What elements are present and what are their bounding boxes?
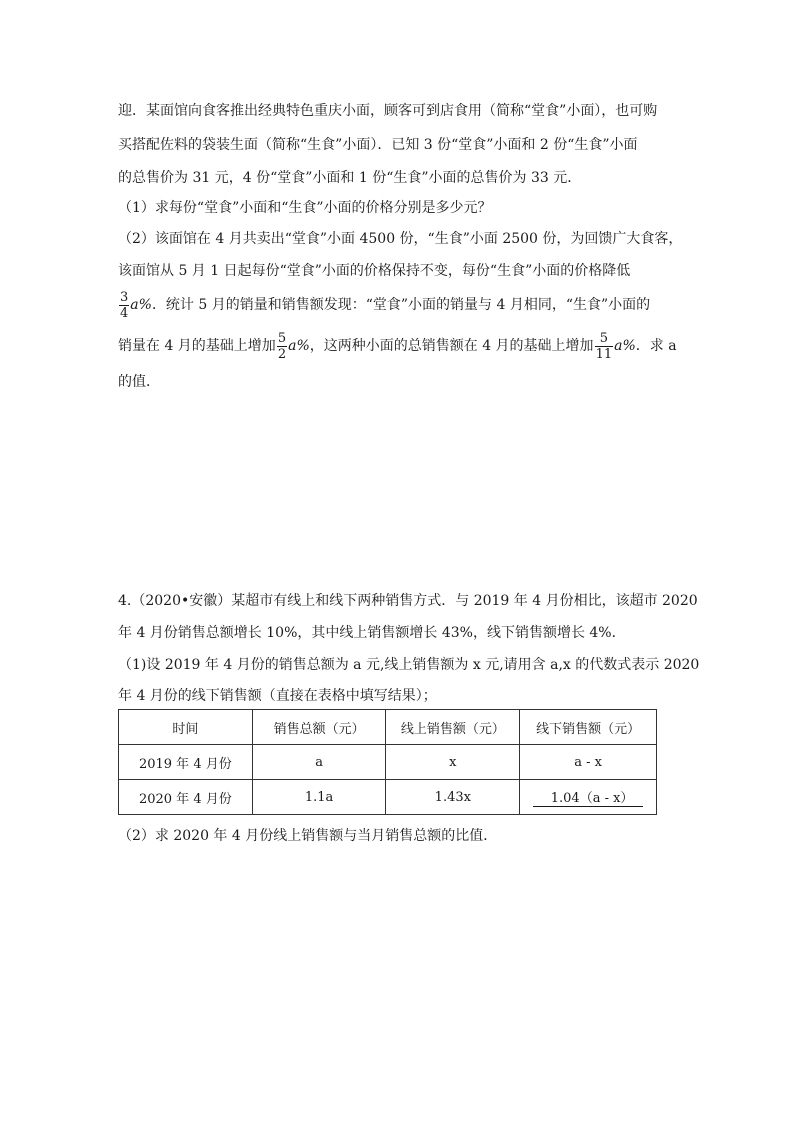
problem3-question-2-line-1: （2）该面馆在 4 月共卖出“堂食”小面 4500 份，“生食”小面 2500 份，为回馈广大食客， (118, 231, 683, 247)
problem3-line-3: 的总售价为 31 元，4 份“堂食”小面和 1 份“生食”小面的总售价为 33 元． (118, 170, 582, 186)
table-cell: a - x (520, 745, 657, 780)
problem3-question-2-line-2: 该面馆从 5 月 1 日起每份“堂食”小面的价格保持不变，每份“生食”小面的价格降低 (118, 263, 631, 279)
table-row (119, 745, 657, 780)
sales-table (118, 709, 657, 815)
problem3-question-1: （1）求每份“堂食”小面和“生食”小面的价格分别是多少元？ (118, 200, 492, 216)
problem3-question-2-line-4-pre: 销量在 4 月的基础上增加 (118, 338, 276, 354)
problem3-question-2-line-4-mid: ，这两种小面的总销售额在 4 月的基础上增加 (309, 338, 594, 354)
table-header-row (119, 710, 657, 745)
table-cell: a (252, 745, 386, 780)
table-header-cell: 线上销售额（元） (386, 710, 520, 745)
fraction-five-elevenths: $\frac{5}{11}$ (595, 330, 613, 362)
table-cell: 2020 年 4 月份 (119, 780, 253, 815)
problem3-question-2-line-5: 的值． (118, 374, 160, 390)
problem4-question-1-line-1: （1)设 2019 年 4 月份的销售总额为 a 元,线上销售额为 x 元,请用含 a,x 的代数式表示 2020 (118, 657, 700, 673)
table-header-cell: 线下销售额（元） (520, 710, 657, 745)
table-header-cell: 销售总额（元） (252, 710, 386, 745)
table-cell: 2019 年 4 月份 (119, 745, 253, 780)
problem4-question-2: （2）求 2020 年 4 月份线上销售额与当月销售总额的比值． (118, 828, 498, 844)
table-cell: x (386, 745, 520, 780)
table-row (119, 780, 657, 815)
problem4-line-2: 年 4 月份销售总额增长 10%，其中线上销售额增长 43%，线下销售额增长 4%． (118, 625, 626, 641)
table-cell: 1.43x (386, 780, 520, 815)
problem3-question-2-line-3-text: ．统计 5 月的销量和销售额发现：“堂食”小面的销量与 4 月相同，“生食”小面的 (151, 297, 651, 313)
problem3-question-2-line-4 (118, 329, 677, 363)
variable-a-percent: a% (614, 338, 636, 354)
variable-a-percent: a% (288, 338, 310, 354)
variable-a-percent: a% (130, 297, 152, 313)
problem3-question-2-line-4-post: ．求 a (635, 338, 677, 354)
table-header-cell: 时间 (119, 710, 253, 745)
filled-answer: 1.04（a - x） (533, 787, 644, 807)
table-cell: 1.1a (252, 780, 386, 815)
problem4-question-1-line-2: 年 4 月份的线下销售额（直接在表格中填写结果）； (118, 688, 437, 704)
fraction-three-quarters: $\frac{3}{4}$ (120, 289, 129, 321)
problem3-line-1: 迎．某面馆向食客推出经典特色重庆小面，顾客可到店食用（简称“堂食”小面），也可购 (118, 103, 658, 119)
problem3-line-2: 买搭配佐料的袋装生面（简称“生食”小面）．已知 3 份“堂食”小面和 2 份“生食”小面 (118, 137, 638, 153)
fraction-five-halves: $\frac{5}{2}$ (277, 330, 287, 362)
table-cell-answer (520, 780, 657, 815)
problem3-question-2-line-3 (118, 288, 650, 322)
problem4-line-1: 4.（2020•安徽）某超市有线上和线下两种销售方式．与 2019 年 4 月份相比，该超市 2020 (118, 593, 698, 609)
